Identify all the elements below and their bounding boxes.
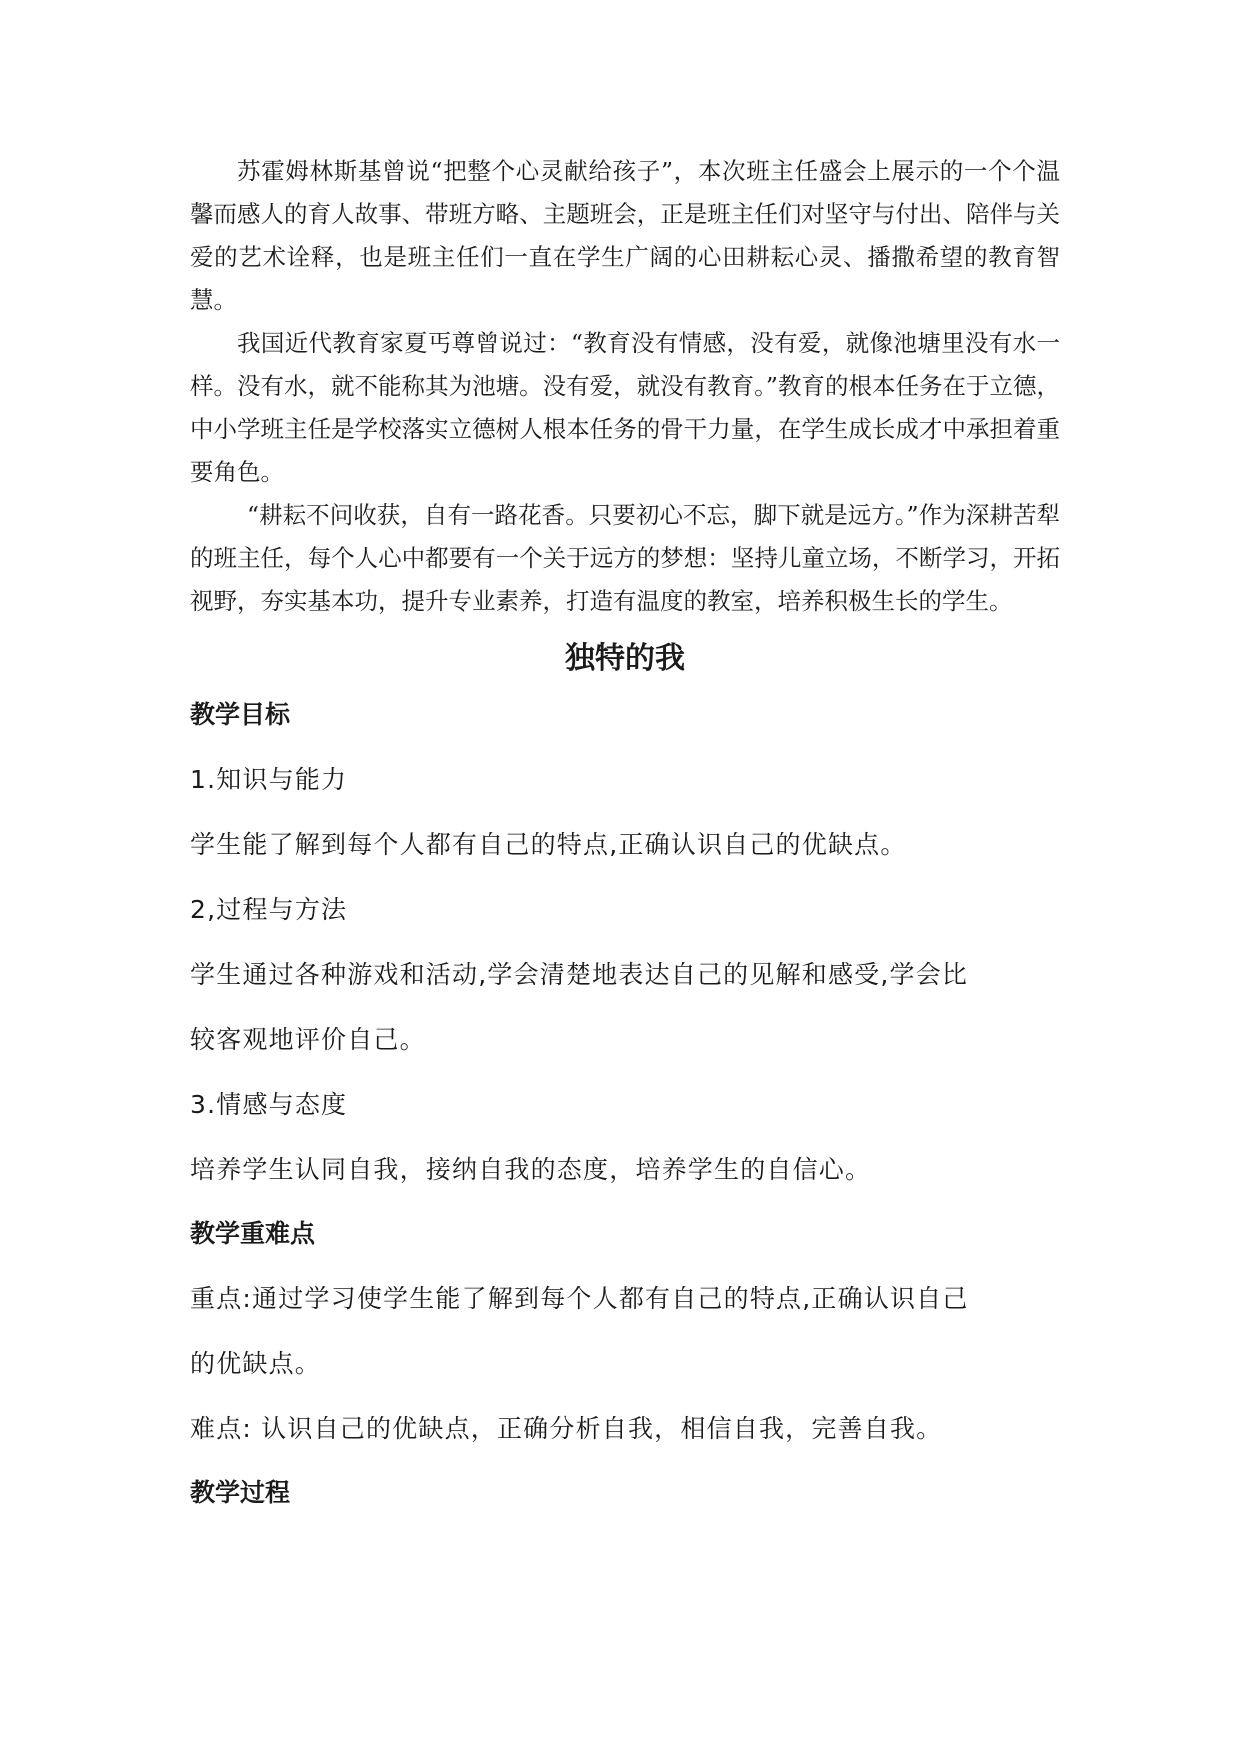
process-method-text-1: 学生通过各种游戏和活动,学会清楚地表达自己的见解和感受,学会比 [190, 960, 969, 989]
key-point-text-2: 的优缺点。 [190, 1349, 322, 1378]
lesson-title: 独特的我 [565, 641, 685, 676]
emotion-label: 3.情感与态度 [190, 1090, 348, 1119]
document-page [190, 150, 1060, 1525]
intro-paragraph-2: 我国近代教育家夏丐尊曾说过：“教育没有情感，没有爱，就像池塘里没有水一样。没有水，就不能称其为池塘。没有爱，就没有教育。”教育的根本任务在于立德，中小学班主任是学校落实立德树人根本任务的骨干力量，在学生成长成才中承担着重要角色。 [190, 329, 1060, 486]
process-method-label: 2,过程与方法 [190, 895, 348, 924]
process-heading: 教学过程 [190, 1478, 291, 1507]
goals-heading: 教学目标 [190, 700, 291, 729]
knowledge-text: 学生能了解到每个人都有自己的特点,正确认识自己的优缺点。 [190, 830, 907, 859]
difficulty-text: 难点: 认识自己的优缺点，正确分析自我，相信自我，完善自我。 [190, 1414, 943, 1443]
knowledge-label: 1.知识与能力 [190, 765, 348, 794]
process-method-text-2: 较客观地评价自己。 [190, 1025, 426, 1054]
focus-heading: 教学重难点 [190, 1219, 316, 1248]
emotion-text: 培养学生认同自我，接纳自我的态度，培养学生的自信心。 [190, 1155, 872, 1184]
intro-paragraph-1: 苏霍姆林斯基曾说“把整个心灵献给孩子”，本次班主任盛会上展示的一个个温馨而感人的育人故事、带班方略、主题班会，正是班主任们对坚守与付出、陪伴与关爱的艺术诠释，也是班主任们一直在学生广阔的心田耕耘心灵、播撒希望的教育智慧。 [190, 157, 1060, 314]
intro-paragraph-3: “耕耘不问收获，自有一路花香。只要初心不忘，脚下就是远方。”作为深耕苦犁的班主任，每个人心中都要有一个关于远方的梦想：坚持儿童立场，不断学习，开拓视野，夯实基本功，提升专业素养，打造有温度的教室，培养积极生长的学生。 [190, 501, 1060, 615]
key-point-text-1: 重点:通过学习使学生能了解到每个人都有自己的特点,正确认识自己 [190, 1284, 969, 1313]
